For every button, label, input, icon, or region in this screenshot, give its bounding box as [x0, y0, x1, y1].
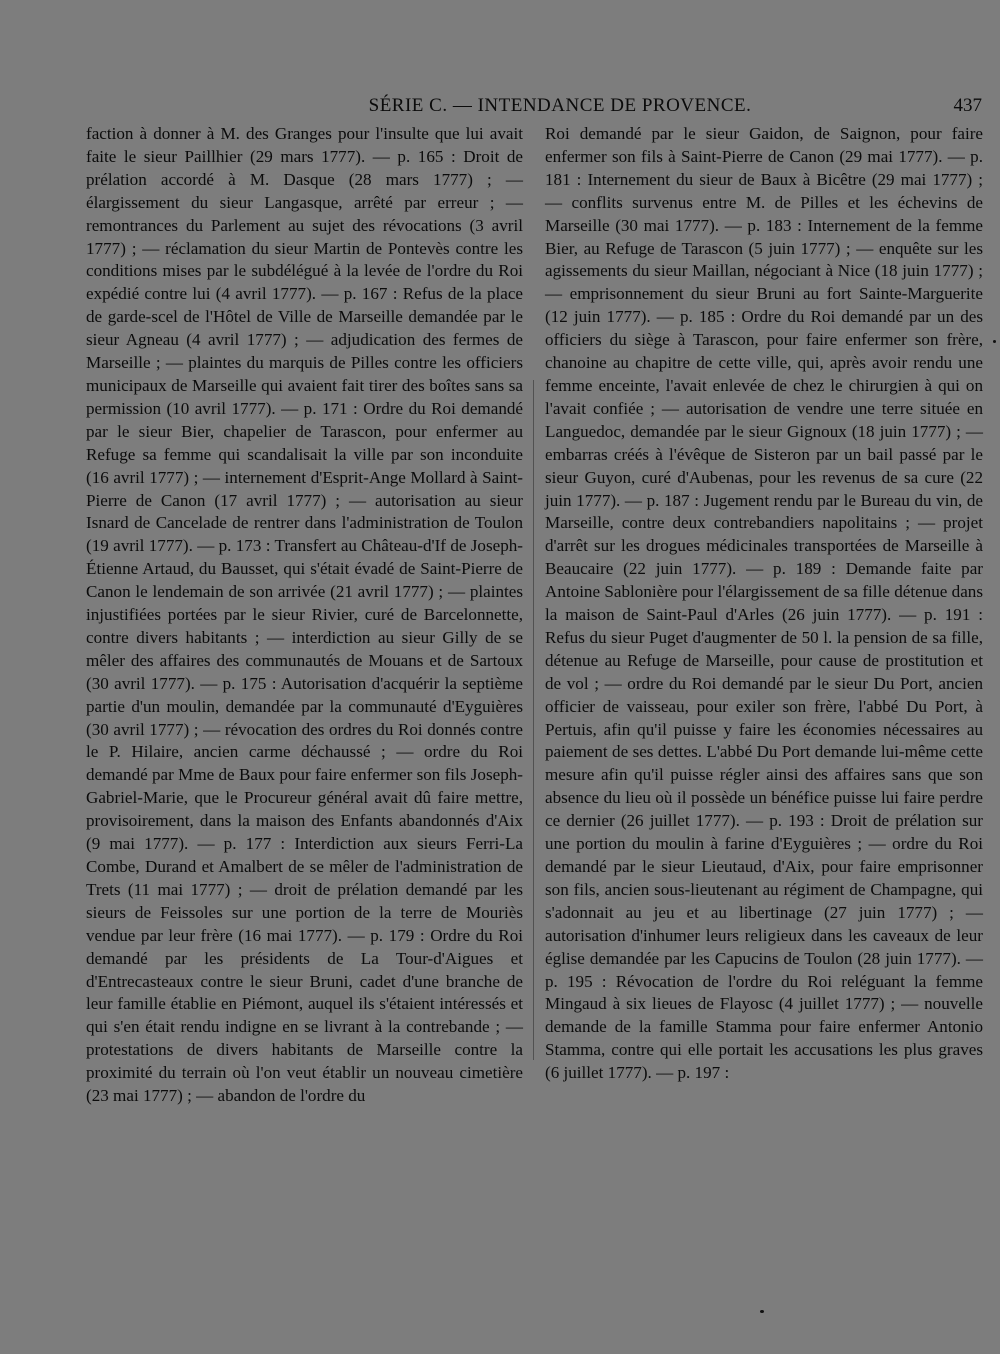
- text-column-right: [545, 123, 983, 1273]
- text-column-left: [86, 123, 523, 1273]
- print-speck: [993, 340, 996, 343]
- page-number: 437: [953, 95, 982, 116]
- column-left-text: faction à donner à M. des Granges pour l'insulte que lui avait faite le sieur Paillhier (29 mars 1777). — p. 165 : Droit de prélation accordé à M. Dasque (28 mars 1777) ; — élargissement du sieur Langasque, arrêté par erreur ; — remontrances du Parlement au sujet des révocations (3 avril 1777) ; — réclamation du sieur Martin de Pontevès contre les conditions mises par le subdélégué à la levée de l'ordre du Roi expédié contre lui (4 avril 1777). — p. 167 : Refus de la place de garde-scel de l'Hôtel de Ville de Marseille demandée par le sieur Agneau (4 avril 1777) ; — adjudication des fermes de Marseille ; — plaintes du marquis de Pilles contre les officiers municipaux de Marseille qui avaient fait tirer des boîtes sans sa permission (10 avril 1777). — p. 171 : Ordre du Roi demandé par le sieur Bier, chapelier de Tarascon, pour enfermer au Refuge sa femme qui scandalisait la ville par son inconduite (16 avril 1777) ; — internement d'Esprit-Ange Mollard à Saint-Pierre de Canon (17 avril 1777) ; — autorisation au sieur Isnard de Cancelade de rentrer dans l'administration de Toulon (19 avril 1777). — p. 173 : Transfert au Château-d'If de Joseph-Étienne Artaud, du Bausset, qui s'était évadé de Saint-Pierre de Canon le lendemain de son arrivée (21 avril 1777) ; — plaintes injustifiées portées par le sieur Rivier, curé de Barcelonnette, contre divers habitants ; — interdiction au sieur Gilly de se mêler des affaires des communautés de Mouans et de Sartoux (30 avril 1777). — p. 175 : Autorisation d'acquérir la septième partie d'un moulin, demandée par la communauté d'Eyguières (30 avril 1777) ; — révocation des ordres du Roi donnés contre le P. Hilaire, ancien carme déchaussé ; — ordre du Roi demandé par Mme de Baux pour faire enfermer son fils Joseph-Gabriel-Marie, que le Procureur général avait dû faire mettre, provisoirement, dans la maison des Enfants abandonnés d'Aix (9 mai 1777). — p. 177 : Interdiction aux sieurs Ferri-La Combe, Durand et Amalbert de se mêler de l'administration de Trets (11 mai 1777) ; — droit de prélation demandé par les sieurs de Feissoles sur une portion de la terre de Mouriès vendue par leur frère (16 mai 1777). — p. 179 : Ordre du Roi demandé par les présidents de La Tour-d'Aigues et d'Entrecasteaux contre le sieur Bruni, cadet d'une branche de leur famille établie en Piémont, auquel ils s'étaient intéressés et qui s'en était rendu indigne en se livrant à la contrebande ; — protestations de divers habitants de Marseille contre la proximité du terrain où l'on veut établir un nouveau cimetière (23 mai 1777) ; — abandon de l'ordre du: [86, 124, 523, 1106]
- column-right-text: Roi demandé par le sieur Gaidon, de Saignon, pour faire enfermer son fils à Saint-Pierre de Canon (29 mai 1777). — p. 181 : Internement du sieur de Baux à Bicêtre (29 mai 1777) ; — conflits survenus entre M. de Pilles et les échevins de Marseille (30 mai 1777). — p. 183 : Internement de la femme Bier, au Refuge de Tarascon (5 juin 1777) ; — enquête sur les agissements du sieur Maillan, négociant à Nice (18 juin 1777) ; — emprisonnement du sieur Bruni au fort Sainte-Marguerite (12 juin 1777). — p. 185 : Ordre du Roi demandé par un des officiers du siège à Tarascon, pour faire enfermer son frère, chanoine au chapitre de cette ville, qui, après avoir rendu une femme enceinte, l'avait enlevée de chez le chirurgien à qui on l'avait confiée ; — autorisation de vendre une terre située en Languedoc, demandée par le sieur Gignoux (18 juin 1777) ; — embarras créés à l'évêque de Sisteron par un bail passé par le sieur Guyon, curé d'Aubenas, pour les revenus de sa cure (22 juin 1777). — p. 187 : Jugement rendu par le Bureau du vin, de Marseille, contre deux contrebandiers napolitains ; — projet d'arrêt sur les drogues médicinales transportées de Marseille à Beaucaire (22 juin 1777). — p. 189 : Demande faite par Antoine Sablonière pour l'élargissement de sa fille détenue dans la maison de Saint-Paul d'Arles (26 juin 1777). — p. 191 : Refus du sieur Puget d'augmenter de 50 l. la pension de sa fille, détenue au Refuge de Marseille, pour cause de prostitution et de vol ; — ordre du Roi demandé par le sieur Du Port, ancien officier de vaisseau, pour exiler son frère, l'abbé Du Port, à Pertuis, afin qu'il puisse y faire les économies nécessaires au paiement de ses dettes. L'abbé Du Port demande lui-même cette mesure afin qu'il puisse régler ainsi des affaires sans que son absence du lieu où il possède un bénéfice puisse lui faire perdre ce dernier (26 juillet 1777). — p. 193 : Droit de prélation sur une portion du moulin à farine d'Eyguières ; — ordre du Roi demandé par le sieur Lieutaud, d'Aix, pour faire emprisonner son fils, ancien sous-lieutenant au régiment de Champagne, qui s'adonnait au jeu et au libertinage (27 juin 1777) ; — autorisation d'inhumer leurs religieux dans les caveaux de leur église demandée par les Capucins de Toulon (28 juin 1777). — p. 195 : Révocation de l'ordre du Roi reléguant la femme Mingaud à six lieues de Flayosc (4 juillet 1777) ; — nouvelle demande de la famille Stamma pour faire enfermer Antonio Stamma, contre qui elle portait les accusations les plus graves (6 juillet 1777). — p. 197 :: [545, 124, 983, 1083]
- header-title: SÉRIE C. — INTENDANCE DE PROVENCE.: [368, 95, 752, 116]
- print-speck: [760, 1310, 764, 1313]
- column-divider: [533, 380, 534, 1060]
- running-header: [0, 95, 1000, 121]
